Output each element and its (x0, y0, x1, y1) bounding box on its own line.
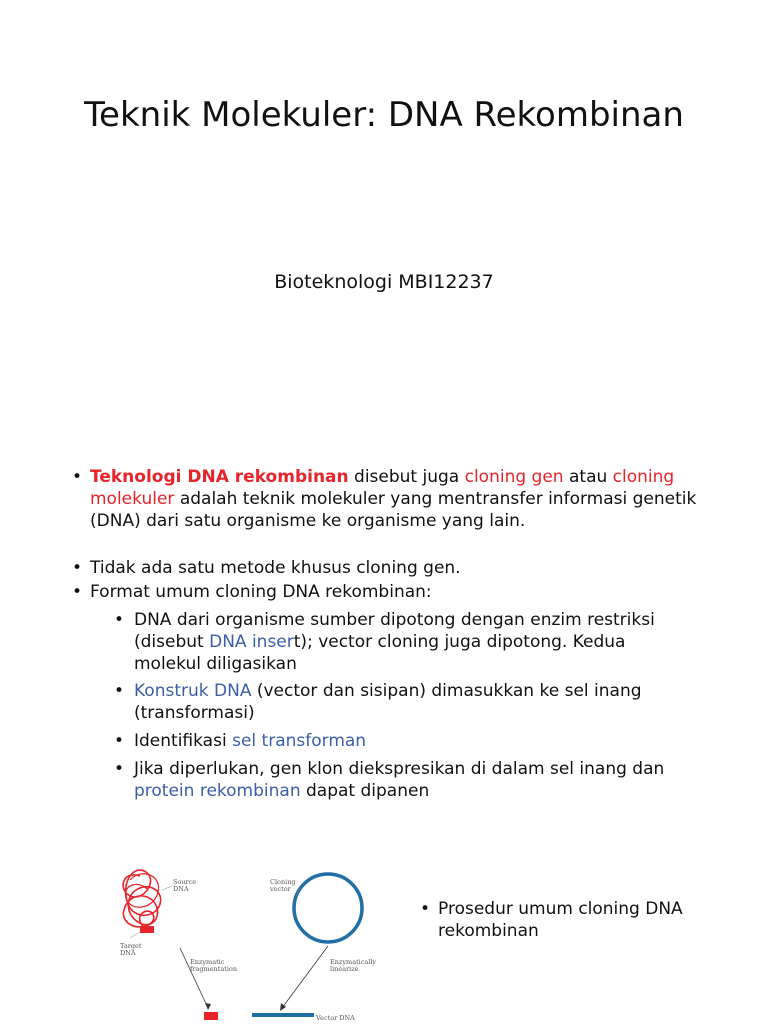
linearize-label-2: linearize (330, 965, 359, 973)
bullet-text: Tidak ada satu metode khusus cloning gen. (90, 558, 461, 578)
sub-bullet-identify (114, 730, 674, 752)
target-dna-label-1: Target (120, 942, 142, 950)
bullet-dot: • (114, 610, 125, 630)
bullet-dot: • (114, 731, 125, 751)
highlight-konstruk-dna: Konstruk DNA (134, 681, 252, 701)
text-run: adalah teknik molekuler yang mentransfer informasi genetik (DNA) dari satu organisme ke organisme yang lain. (90, 489, 697, 531)
cloning-diagram-svg (100, 860, 380, 1024)
slide-title: Teknik Molekuler: DNA Rekombinan (84, 95, 684, 135)
bullet-dot: • (420, 899, 431, 919)
bullet-definition (72, 466, 712, 532)
target-dna-label-2: DNA (120, 949, 136, 957)
linear-vector-dna (252, 1013, 314, 1017)
highlight-dna-insert: DNA inser (209, 632, 294, 652)
enzymatic-label-2: fragmentation (190, 965, 238, 973)
target-leader (130, 932, 140, 938)
side-note (420, 898, 720, 942)
source-leader (162, 886, 172, 890)
highlight-term: Teknologi DNA rekombinan (90, 467, 349, 487)
highlight-cloning-gen: cloning gen (464, 467, 564, 487)
side-note-text: Prosedur umum cloning DNA rekombinan (438, 899, 683, 941)
bullet-dot: • (114, 681, 125, 701)
cloning-vector-label-2: vector (270, 885, 291, 893)
source-dna-label-2: DNA (173, 885, 189, 893)
insert-fragment (204, 1012, 218, 1020)
linearize-label-1: Enzymatically (330, 958, 377, 966)
sub-bullet-cut (114, 609, 674, 675)
bullet-no-method (72, 557, 712, 579)
sub-bullet-construct (114, 680, 674, 724)
highlight-sel-transforman: sel transforman (232, 731, 367, 751)
cloning-diagram (100, 860, 380, 1024)
text-run: (vector dan sisipan) dimasukkan ke sel inang (transformasi) (134, 681, 642, 723)
text-run: disebut juga (348, 467, 465, 487)
text-run: atau (563, 467, 613, 487)
slide-subtitle: Bioteknologi MBI12237 (274, 271, 494, 293)
text-run: t); vector cloning juga dipotong. Kedua molekul diligasikan (134, 632, 626, 674)
target-dna-segment (140, 926, 154, 933)
bullet-format (72, 581, 712, 603)
bullet-text: Format umum cloning DNA rekombinan: (90, 582, 432, 602)
text-run: Jika diperlukan, gen klon diekspresikan di dalam sel inang dan (134, 759, 665, 779)
highlight-cloning-molekuler: cloning molekuler (90, 467, 675, 509)
fragmentation-arrowhead (205, 1003, 211, 1010)
highlight-protein-rekombinan: protein rekombinan (134, 781, 301, 801)
cloning-vector-ring (294, 874, 362, 942)
text-run: DNA dari organisme sumber dipotong dengan enzim restriksi (disebut (134, 610, 655, 652)
sub-bullet-express (114, 758, 674, 802)
fragmentation-arrow (180, 948, 208, 1008)
cloning-vector-label-1: Cloning (270, 878, 296, 886)
bullet-dot: • (114, 759, 125, 779)
bullet-dot: • (72, 467, 83, 487)
vector-dna-label: Vector DNA (316, 1014, 355, 1022)
text-run: Identifikasi (134, 731, 233, 751)
source-dna-label-1: Source (173, 878, 197, 886)
enzymatic-label-1: Enzymatic (190, 958, 225, 966)
linearize-arrow (282, 946, 328, 1008)
bullet-dot: • (72, 582, 83, 602)
text-run: dapat dipanen (300, 781, 430, 801)
bullet-dot: • (72, 558, 83, 578)
